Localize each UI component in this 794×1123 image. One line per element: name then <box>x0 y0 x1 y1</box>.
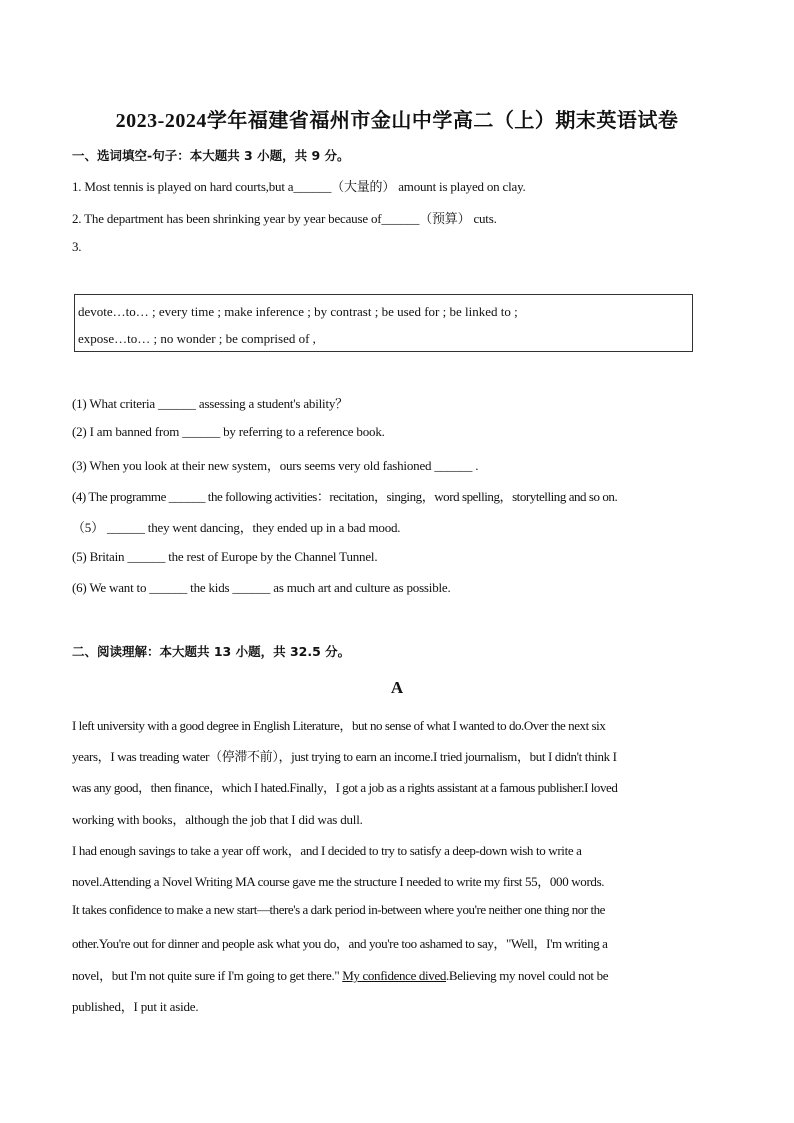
section-heading-reading: 二、阅读理解：本大题共 13 小题，共 32.5 分。 <box>72 644 351 659</box>
passage-line: was any good，then finance，which I hated.Finally，I got a job as a rights assistant at a famous publisher.I loved <box>72 780 618 795</box>
fill-sentence-5: （5） ______ they went dancing，they ended up in a bad mood. <box>72 520 401 535</box>
passage-line: years，I was treading water（停滞不前），just trying to earn an income.I tried journalism，but I didn't think I <box>72 749 617 764</box>
fill-sentence-2: (2) I am banned from ______ by referring to a reference book. <box>72 424 385 439</box>
passage-label: A <box>390 678 404 697</box>
underlined-phrase: My confidence dived <box>342 968 447 983</box>
word-bank-box <box>74 294 693 352</box>
passage-line: novel.Attending a Novel Writing MA course gave me the structure I needed to write my first 55，000 words. <box>72 874 605 889</box>
fill-sentence-1: (1) What criteria ______ assessing a student's ability？ <box>72 396 348 411</box>
fill-sentence-6: (5) Britain ______ the rest of Europe by the Channel Tunnel. <box>72 549 378 564</box>
passage-line: I had enough savings to take a year off work，and I decided to try to satisfy a deep-down wish to write a <box>72 843 582 858</box>
page-title: 2023-2024学年福建省福州市金山中学高二（上）期末英语试卷 <box>115 110 679 132</box>
passage-text: .Believing my novel could not be <box>446 968 609 983</box>
passage-line: I left university with a good degree in English Literature，but no sense of what I wanted to do.Over the next six <box>72 718 606 733</box>
question-1: 1. Most tennis is played on hard courts,but a______（大量的） amount is played on clay. <box>72 179 526 194</box>
section-heading-vocabulary: 一、选词填空-句子：本大题共 3 小题，共 9 分。 <box>72 148 350 163</box>
word-bank-line-2: expose…to… ; no wonder ; be comprised of , <box>78 331 316 346</box>
passage-line: other.You're out for dinner and people ask what you do，and you're too ashamed to say，"Well，I'm writing a <box>72 936 608 951</box>
word-bank-line-1: devote…to… ; every time ; make inference ; by contrast ; be used for ; be linked to ; <box>78 304 518 319</box>
question-2: 2. The department has been shrinking year by year because of______（预算） cuts. <box>72 211 497 226</box>
fill-sentence-3: (3) When you look at their new system，ours seems very old fashioned ______ . <box>72 458 479 473</box>
fill-sentence-4: (4) The programme ______ the following activities：recitation，singing，word spelling，storytelling and so on. <box>72 489 618 504</box>
question-3-label: 3. <box>72 239 82 254</box>
passage-text: novel，but I'm not quite sure if I'm going to get there." <box>72 968 343 983</box>
passage-line: working with books，although the job that I did was dull. <box>72 812 363 827</box>
passage-line: It takes confidence to make a new start—there's a dark period in-between where you're neither one thing nor the <box>72 902 606 917</box>
fill-sentence-7: (6) We want to ______ the kids ______ as much art and culture as possible. <box>72 580 451 595</box>
passage-line: published，I put it aside. <box>72 999 199 1014</box>
passage-line <box>72 965 608 984</box>
